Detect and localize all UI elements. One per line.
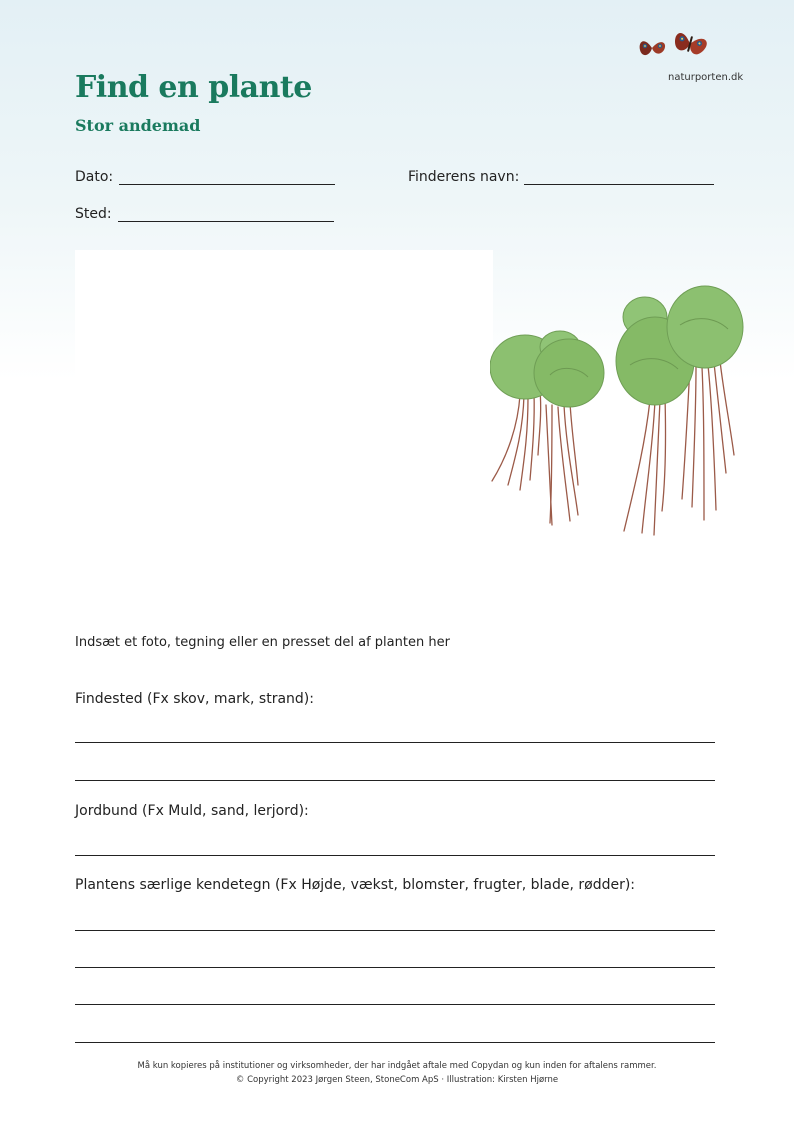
findested-line-1[interactable] [75, 742, 715, 743]
brand-text: naturporten.dk [668, 72, 744, 83]
finder-name-label: Finderens navn: [408, 169, 520, 185]
findested-line-2[interactable] [75, 780, 715, 781]
page-subtitle: Stor andemad [75, 116, 201, 135]
butterfly-logo-icon [634, 28, 718, 64]
jordbund-line-1[interactable] [75, 855, 715, 856]
place-label: Sted: [75, 206, 112, 222]
footer-credits: © Copyright 2023 Jørgen Steen, StoneCom ApS · Illustration: Kirsten Hjørne [235, 1075, 559, 1085]
photo-insert-area[interactable] [75, 250, 493, 550]
kendetegn-line-3[interactable] [75, 1004, 715, 1005]
footer-copyright-notice: Må kun kopieres på institutioner og virksomheder, der har indgået aftale med Copydan og kun inden for aftalens rammer. [137, 1061, 657, 1071]
jordbund-label: Jordbund (Fx Muld, sand, lerjord): [75, 803, 309, 819]
page-title: Find en plante [75, 70, 312, 105]
date-label: Dato: [75, 169, 114, 185]
kendetegn-line-2[interactable] [75, 967, 715, 968]
finder-name-field-line[interactable] [524, 184, 714, 185]
place-field-line[interactable] [118, 221, 334, 222]
findested-label: Findested (Fx skov, mark, strand): [75, 691, 314, 707]
photo-caption: Indsæt et foto, tegning eller en presset del af planten her [75, 635, 450, 650]
duckweed-illustration [490, 285, 755, 555]
kendetegn-line-4[interactable] [75, 1042, 715, 1043]
date-field-line[interactable] [119, 184, 335, 185]
kendetegn-label: Plantens særlige kendetegn (Fx Højde, vækst, blomster, frugter, blade, rødder): [75, 877, 636, 893]
kendetegn-line-1[interactable] [75, 930, 715, 931]
